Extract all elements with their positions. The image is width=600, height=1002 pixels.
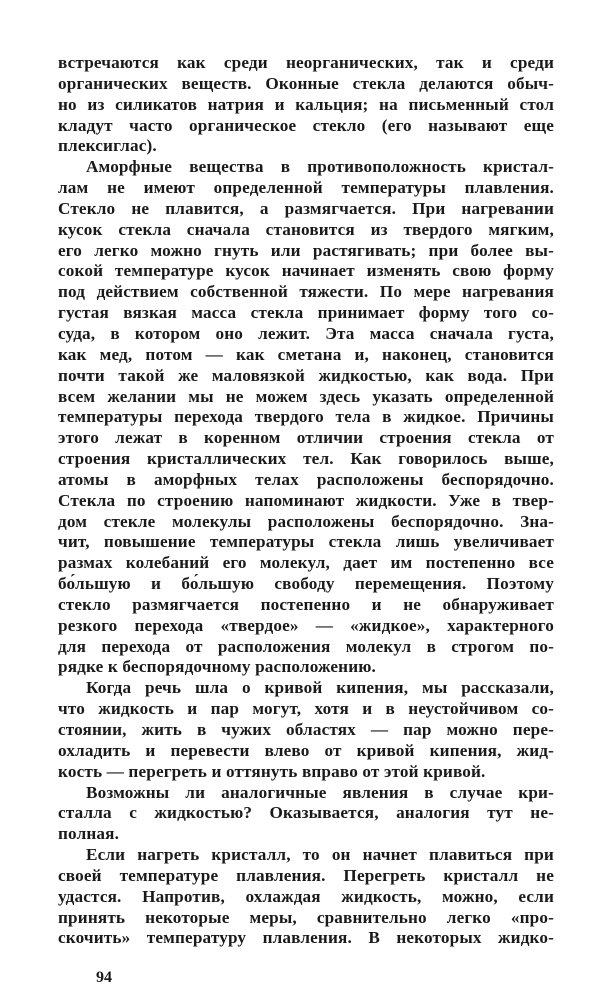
text-line: этого лежат в коренном отличии строения стекла от (58, 428, 554, 448)
text-line: чит, повышение температуры стекла лишь увеличивает (58, 532, 554, 552)
text-line: скочить» температуру плавления. В некоторых жидко- (58, 928, 554, 948)
text-line: Если нагреть кристалл, то он начнет плавиться при (86, 845, 554, 865)
text-line: его легко можно гнуть или растягивать; при более вы- (58, 240, 554, 260)
text-line: Когда речь шла о кривой кипения, мы рассказали, (86, 678, 554, 698)
text-line: почти такой же маловязкой жидкостью, как вода. При (58, 365, 554, 385)
text-line: Аморфные вещества в противоположность кристал- (86, 157, 554, 177)
text-line: кость — перегреть и оттянуть вправо от этой кривой. (58, 761, 486, 781)
book-page-text (58, 53, 554, 949)
text-line: встречаются как среди неорганических, так и среди (58, 53, 554, 72)
text-line: температуры перехода твердого тела в жидкое. Причины (58, 407, 554, 427)
text-line: атомы в аморфных телах расположены беспорядочно. (58, 469, 554, 489)
text-line: всем желании мы не можем здесь указать определенной (58, 386, 554, 406)
text-line: плексиглас). (58, 136, 157, 156)
text-line: сталла с жидкостью? Оказывается, аналогия тут не- (58, 803, 554, 823)
text-line: лам не имеют определенной температуры плавления. (58, 178, 554, 198)
paragraph (58, 783, 554, 846)
text-line: но из силикатов натрия и кальция; на письменный стол (58, 94, 554, 114)
text-line: охладить и перевести влево от кривой кипения, жид- (58, 740, 554, 760)
text-line: кладут часто органическое стекло (его называют еще (58, 115, 554, 135)
text-line: принять некоторые меры, сравнительно легко «про- (58, 907, 554, 927)
paragraph (58, 157, 554, 678)
text-line: для перехода от расположения молекул в строгом по- (58, 636, 554, 656)
text-line: сокой температуре кусок начинает изменять свою форму (58, 261, 554, 281)
text-line: строения кристаллических тел. Как говорилось выше, (58, 449, 554, 469)
page-number: 94 (96, 969, 112, 986)
paragraph (58, 53, 554, 157)
text-line: бо́льшую и бо́льшую свободу перемещения. Поэтому (58, 574, 554, 594)
text-line: под действием собственной тяжести. По мере нагревания (58, 282, 554, 302)
text-line: размах колебаний его молекул, дает им постепенно все (58, 553, 554, 573)
text-line: резкого перехода «твердое» — «жидкое», характерного (58, 615, 554, 635)
paragraph (58, 845, 554, 949)
text-line: полная. (58, 824, 120, 844)
text-line: густая вязкая масса стекла принимает форму того со- (58, 303, 554, 323)
text-line: кусок стекла сначала становится из твердого мягким, (58, 219, 554, 239)
text-line: стоянии, жить в чужих областях — пар можно пере- (58, 720, 554, 739)
text-line: удастся. Напротив, охлаждая жидкость, можно, если (58, 886, 554, 906)
text-line: рядке к беспорядочному расположению. (58, 657, 377, 677)
text-line: Возможны ли аналогичные явления в случае кри- (86, 782, 554, 802)
text-line: Стекло не плавится, а размягчается. При нагревании (58, 198, 554, 218)
text-line: своей температуре плавления. Перегреть кристалл не (58, 865, 554, 885)
paragraph (58, 678, 554, 782)
text-line: органических веществ. Оконные стекла делаются обыч- (58, 73, 554, 93)
text-line: как мед, потом — как сметана и, наконец, становится (58, 344, 554, 364)
text-line: Стекла по строению напоминают жидкости. Уже в твер- (58, 490, 554, 510)
text-line: что жидкость и пар могут, хотя и в неустойчивом со- (58, 699, 554, 719)
text-line: стекло размягчается постепенно и не обнаруживает (58, 594, 554, 614)
text-line: дом стекле молекулы расположены беспорядочно. Зна- (58, 511, 554, 531)
text-line: суда, в котором оно лежит. Эта масса сначала густа, (58, 323, 554, 343)
